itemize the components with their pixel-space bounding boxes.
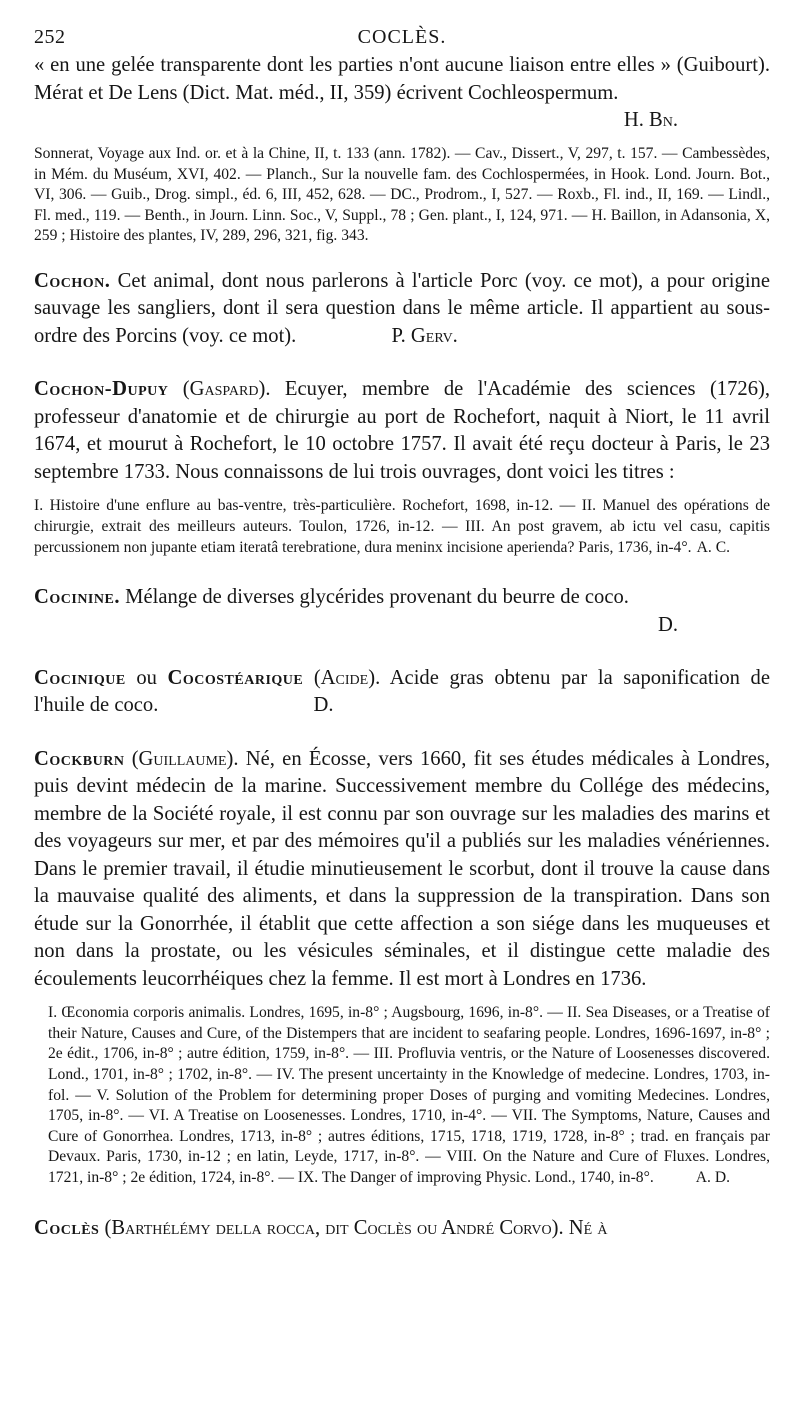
entry-signature: P. Gerv. xyxy=(391,324,458,347)
entry-cocles xyxy=(34,1215,770,1243)
entry-text: Né, en Écosse, vers 1660, fit ses études médicales à Londres, puis devint médecin de la marine. Successivement membre du Collége des médecins, membre de la Société royale, il est connu par son ouvrage sur les maladies des marins et des voyageurs sur mer, et par des mémoires qu'il a publiés sur les maladies vénériennes. Dans le premier travail, il étudie minutieusement le scorbut, dont il trouve la cause dans la mauvaise qualité des aliments, et dans la suppression de la transpiration. Dans son étude sur la Gonorrhée, il établit que cette affection a son siége dans les muqueuses et non dans la prostate, ou les vésicules séminales, et il distingue cette maladie des écoulements leucorrhéiques chez la femme. Il est mort à Londres en 1736. xyxy=(34,747,770,990)
entry-text: Mélange de diverses glycérides provenant du beurre de coco. xyxy=(125,586,629,609)
entry-continuation xyxy=(34,52,770,247)
entry-text: Ecuyer, membre de l'Académie des sciences (1726), professeur d'anatomie et de chirurgie au port de Rochefort, naquit à Niort, le 11 avril 1674, et mourut à Rochefort, le 10 octobre 1757. Il avait été reçu docteur à Paris, le 23 septembre 1733. Nous connaissons de lui trois ouvrages, dont voici les titres : xyxy=(34,378,770,483)
entry-headword-alt: Cocostéarique xyxy=(167,666,304,689)
entry-signature: A. D. xyxy=(695,1169,730,1186)
entry-cocinine xyxy=(34,584,770,639)
page-number: 252 xyxy=(34,26,66,48)
entry-cockburn xyxy=(34,746,770,1189)
entry-first-name: (Gaspard). xyxy=(182,378,271,401)
entry-text: (Barthélémy della rocca, dit Coclès ou André Corvo). Né à xyxy=(104,1216,608,1239)
entry-headword: Coclès xyxy=(34,1216,100,1239)
entry-first-name: (Guillaume). xyxy=(131,747,239,770)
entry-signature: D. xyxy=(657,613,678,636)
entry-headword: Cocinine. xyxy=(34,586,120,609)
entry-headword: Cocinique xyxy=(34,666,126,689)
continuation-text: « en une gelée transparente dont les parties n'ont aucune liaison entre elles » (Guibourt). Mérat et De Lens (Dict. Mat. méd., II, 359) écrivent Cochleospermum. xyxy=(34,54,770,104)
works-list: I. Œconomia corporis animalis. Londres, 1695, in-8° ; Augsbourg, 1696, in-8°. — II. Sea Diseases, or a Treatise of their Nature, Causes and Cure, of the Distempers that are incident to seafaring people. Londres, 1696-1697, in-8° ; 2e édit., 1706, in-8° ; autre édition, 1759, in-8°. — III. Profluvia ventris, or the Nature of Loosenesses discovered. Lond., 1701, in-8° ; 1702, in-8°. — IV. The present uncertainty in the Knowledge of medecine. Londres, 1703, in-fol. — V. Solution of the Problem for determining proper Doses of purging and vomiting Medecines. Londres, 1705, in-8°. — VI. A Treatise on Loosenesses. Londres, 1710, in-4°. — VII. The Symptoms, Nature, Causes and Cure of Gonorrhea. Londres, 1713, in-8° ; autres éditions, 1715, 1718, 1719, 1728, in-8° ; trad. en français par Devaux. Paris, 1730, in-12 ; en latin, Leyde, 1717, in-8°. — VIII. On the Nature and Cure of Fluxes. Londres, 1721, in-8° ; 2e édition, 1724, in-8°. — IX. The Danger of improving Physic. Lond., 1740, in-8°. xyxy=(48,1004,770,1186)
entry-headword: Cockburn xyxy=(34,747,125,770)
entry-headword: Cochon. xyxy=(34,269,111,292)
entry-label: (Acide). xyxy=(313,666,381,689)
entry-text: Cet animal, dont nous parlerons à l'article Porc (voy. ce mot), a pour origine sauvage les sangliers, dont il sera question dans le même article. Il appartient au sous-ordre des Porcins (voy. ce mot). xyxy=(34,269,770,347)
entry-headword: Cochon-Dupuy xyxy=(34,378,169,401)
entry-text: Acide gras obtenu par la saponification de l'huile de coco. xyxy=(34,666,770,717)
running-title: COCLÈS. xyxy=(357,26,447,48)
running-head xyxy=(34,22,770,52)
headword-connector: ou xyxy=(136,666,157,689)
entry-cochon xyxy=(34,268,770,351)
entry-signature: H. Bn. xyxy=(623,109,678,131)
entry-signature: A. C. xyxy=(696,538,730,556)
works-list: I. Histoire d'une enflure au bas-ventre, très-particulière. Rochefort, 1698, in-12. — II. Manuel des opérations de chirurgie, extrait des meilleurs auteurs. Toulon, 1726, in-12. — III. An post gravem, ab ictu vel casu, capitis percussionem non jupante etiam iteratâ terebratione, dura meninx incisione aperienda? Paris, 1736, in-4°. xyxy=(34,497,770,556)
bibliography: Sonnerat, Voyage aux Ind. or. et à la Chine, II, t. 133 (ann. 1782). — Cav., Dissert., V, 297, t. 157. — Cambessèdes, in Mém. du Muséum, XVI, 402. — Planch., Sur la nouvelle fam. des Cochlospermées, in Hook. Lond. Journ. Bot., VI, 306. — Guib., Drog. simpl., éd. 6, III, 452, 628. — DC., Prodrom., I, 527. — Roxb., Fl. ind., II, 169. — Lindl., Fl. med., 119. — Benth., in Journ. Linn. Soc., V, Suppl., 78 ; Gen. plant., I, 124, 971. — H. Baillon, in Adansonia, X, 259 ; Histoire des plantes, IV, 289, 296, 321, fig. 343. xyxy=(34,145,770,245)
entry-signature: D. xyxy=(313,694,334,717)
entry-cocinique xyxy=(34,665,770,720)
entry-cochon-dupuy xyxy=(34,376,770,558)
